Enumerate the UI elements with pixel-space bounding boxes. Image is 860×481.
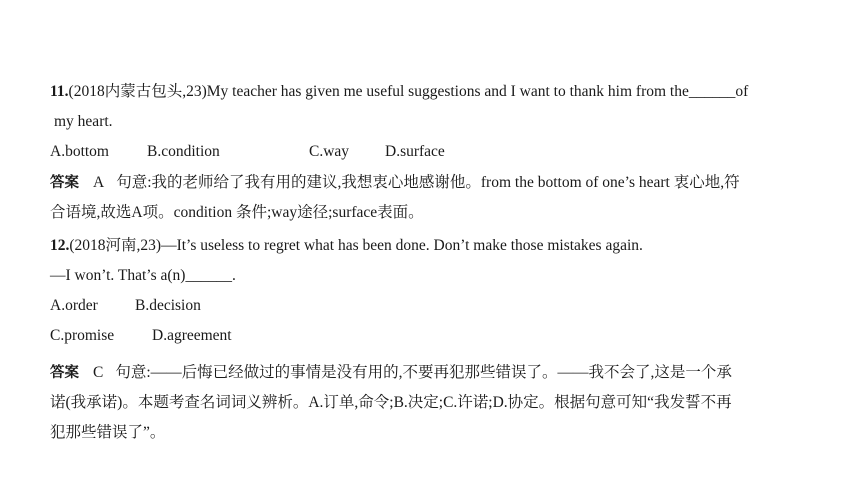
q12-stem-line [50, 236, 643, 256]
q12-answer-letter: C [93, 364, 104, 381]
q12-answer-label: 答案 [50, 365, 79, 381]
q12-stem-continuation: —I won’t. That’s a(n)______. [50, 267, 236, 284]
q12-stem: (2018河南,23)—It’s useless to regret what has been done. Don’t make those mistakes again. [69, 237, 643, 254]
q11-option-d: D.surface [385, 143, 445, 160]
q12-explanation-1: 句意:——后悔已经做过的事情是没有用的,不要再犯那些错误了。——我不会了,这是一个承 [115, 364, 732, 381]
q11-number: 11. [50, 83, 69, 100]
q12-number: 12. [50, 237, 70, 254]
q11-option-b: B.condition [147, 143, 220, 160]
q11-stem-line [50, 82, 748, 102]
q12-options-row-2 [50, 326, 232, 346]
q12-option-d: D.agreement [152, 327, 232, 344]
q11-options [50, 142, 445, 162]
q12-explanation-3: 犯那些错误了”。 [50, 424, 166, 441]
q11-explanation-2: 合语境,故选A项。condition 条件;way途径;surface表面。 [50, 204, 424, 221]
q12-options-row-1 [50, 296, 201, 316]
q11-stem-continuation: my heart. [54, 113, 113, 130]
q11-answer-line [50, 173, 740, 193]
q11-option-c: C.way [309, 143, 350, 160]
q12-option-c: C.promise [50, 327, 115, 344]
q11-option-a: A.bottom [50, 143, 109, 160]
q11-explanation-1: 句意:我的老师给了我有用的建议,我想衷心地感谢他。from the bottom of one’s heart 衷心地,符 [116, 174, 740, 191]
q11-answer-label: 答案 [50, 175, 79, 191]
q12-explanation-2: 诺(我承诺)。本题考查名词词义辨析。A.订单,命令;B.决定;C.许诺;D.协定。根据句意可知“我发誓不再 [50, 394, 732, 411]
q11-stem: (2018内蒙古包头,23)My teacher has given me useful suggestions and I want to thank him from the______of [68, 83, 749, 100]
q12-answer-line [50, 363, 732, 383]
q12-option-a: A.order [50, 297, 98, 314]
q12-option-b: B.decision [135, 297, 201, 314]
q11-answer-letter: A [93, 174, 105, 191]
